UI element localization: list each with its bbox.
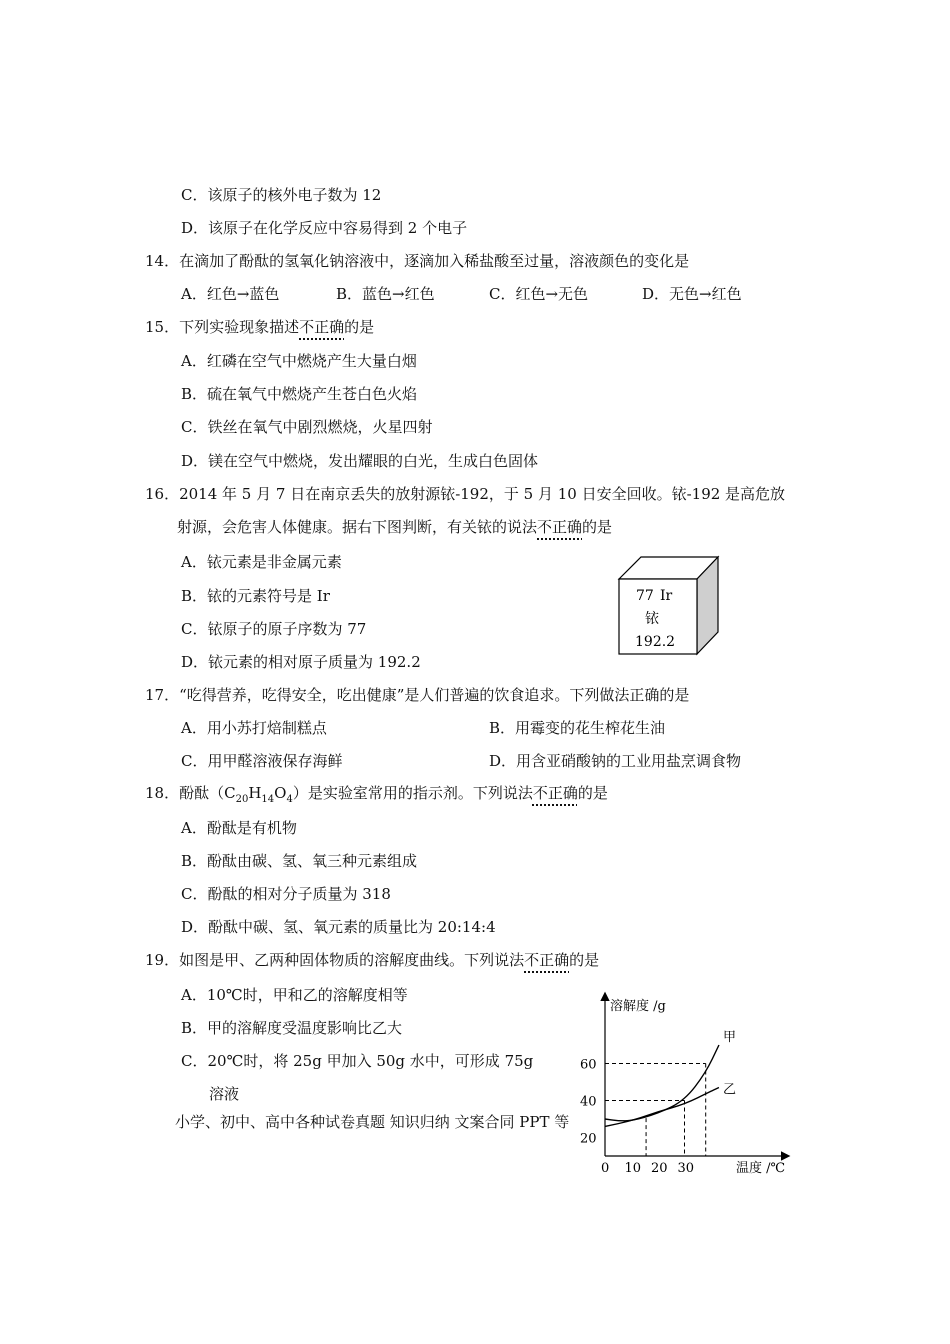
x-tick-label-10: 10	[624, 1161, 642, 1176]
q15-option-d: D．镁在空气中燃烧，发出耀眼的白光，生成白色固体	[181, 452, 539, 470]
q14-option-a: A．红色→蓝色	[181, 285, 280, 303]
q17-option-a: A．用小苏打焙制糕点	[181, 719, 327, 737]
solubility-chart	[578, 990, 808, 1185]
q19-stem-pre: 19．如图是甲、乙两种固体物质的溶解度曲线。下列说法	[145, 951, 525, 969]
q18-stem	[145, 783, 608, 810]
q16-stem-line2	[177, 517, 612, 537]
q17-stem: 17．“吃得营养，吃得安全，吃出健康”是人们普遍的饮食追求。下列做法正确的是	[145, 686, 690, 704]
q15-option-b: B．硫在氧气中燃烧产生苍白色火焰	[181, 385, 418, 403]
q18-option-d: D．酚酞中碳、氢、氧元素的质量比为 20:14:4	[181, 918, 496, 936]
q14-stem: 14．在滴加了酚酞的氢氧化钠溶液中，逐滴加入稀盐酸至过量，溶液颜色的变化是	[145, 252, 690, 270]
q15-stem-emphasis: 不正确	[299, 318, 345, 336]
q16-option-d: D．铱元素的相对原子质量为 192.2	[181, 653, 421, 671]
q18-stem-emphasis: 不正确	[532, 784, 578, 802]
y-tick-label-40: 40	[580, 1094, 597, 1110]
footer-note: 小学、初中、高中各种试卷真题 知识归纳 文案合同 PPT 等	[175, 1113, 570, 1131]
q19-option-a: A．10℃时，甲和乙的溶解度相等	[181, 986, 408, 1004]
q17-option-b: B．用霉变的花生榨花生油	[489, 719, 666, 737]
q19-option-c-cont: 溶液	[209, 1085, 240, 1103]
q19-stem	[145, 950, 599, 970]
series-label-yi: 乙	[722, 1082, 736, 1098]
q18-option-a: A．酚酞是有机物	[181, 819, 297, 837]
x-tick-label-20: 20	[651, 1161, 668, 1176]
q18-stem-pre: 18．酚酞（	[145, 784, 225, 802]
element-symbol: Ir	[660, 588, 673, 604]
phenolphthalein-formula: $C_{20}H_{14}O_4$	[224, 784, 293, 805]
q17-option-d: D．用含亚硝酸钠的工业用盐烹调食物	[489, 752, 742, 770]
y-axis-label: 溶解度 /g	[610, 999, 666, 1014]
q18-stem-mid: ）是实验室常用的指示剂。下列说法	[292, 784, 533, 802]
q14-option-d: D．无色→红色	[642, 285, 742, 303]
q14-option-b: B．蓝色→红色	[336, 285, 435, 303]
q15-stem	[145, 317, 374, 337]
series-line-jia	[605, 1045, 719, 1121]
x-tick-label-30: 30	[677, 1161, 695, 1176]
q19-stem-post: 的是	[569, 951, 600, 969]
q14-option-c: C．红色→无色	[489, 285, 589, 303]
element-atomic-number: 77	[636, 588, 654, 604]
q19-stem-emphasis: 不正确	[524, 951, 570, 969]
q16-stem-line1: 16．2014 年 5 月 7 日在南京丢失的放射源铱-192，于 5 月 10 日安全回收。铱-192 是高危放	[145, 485, 786, 503]
x-axis-label: 温度 /℃	[736, 1161, 786, 1176]
q13-option-d: D．该原子在化学反应中容易得到 2 个电子	[181, 219, 468, 237]
q15-option-a: A．红磷在空气中燃烧产生大量白烟	[181, 352, 417, 370]
q18-stem-post: 的是	[577, 784, 608, 802]
series-label-jia: 甲	[722, 1030, 736, 1045]
y-tick-label-20: 20	[580, 1131, 597, 1147]
q16-option-a: A．铱元素是非金属元素	[181, 553, 342, 571]
element-atomic-mass: 192.2	[635, 634, 676, 650]
q15-option-c: C．铁丝在氧气中剧烈燃烧，火星四射	[181, 418, 433, 436]
q18-option-b: B．酚酞由碳、氢、氧三种元素组成	[181, 852, 418, 870]
q18-option-c: C．酚酞的相对分子质量为 318	[181, 885, 391, 903]
q15-stem-post: 的是	[344, 318, 375, 336]
x-tick-label-0: 0	[601, 1161, 610, 1176]
element-name: 铱	[645, 611, 659, 627]
q16-stem-emphasis: 不正确	[537, 518, 583, 536]
q17-option-c: C．用甲醛溶液保存海鲜	[181, 752, 343, 770]
element-card	[612, 555, 724, 659]
q16-stem-post: 的是	[582, 518, 613, 536]
q16-stem-pre: 射源，会危害人体健康。据右下图判断，有关铱的说法	[177, 518, 538, 536]
q15-stem-pre: 15．下列实验现象描述	[145, 318, 300, 336]
y-tick-label-60: 60	[580, 1057, 597, 1073]
q16-option-b: B．铱的元素符号是 Ir	[181, 587, 330, 605]
q19-option-c: C．20℃时，将 25g 甲加入 50g 水中，可形成 75g	[181, 1052, 534, 1070]
q13-option-c: C．该原子的核外电子数为 12	[181, 186, 382, 204]
q16-option-c: C．铱原子的原子序数为 77	[181, 620, 367, 638]
q19-option-b: B．甲的溶解度受温度影响比乙大	[181, 1019, 403, 1037]
